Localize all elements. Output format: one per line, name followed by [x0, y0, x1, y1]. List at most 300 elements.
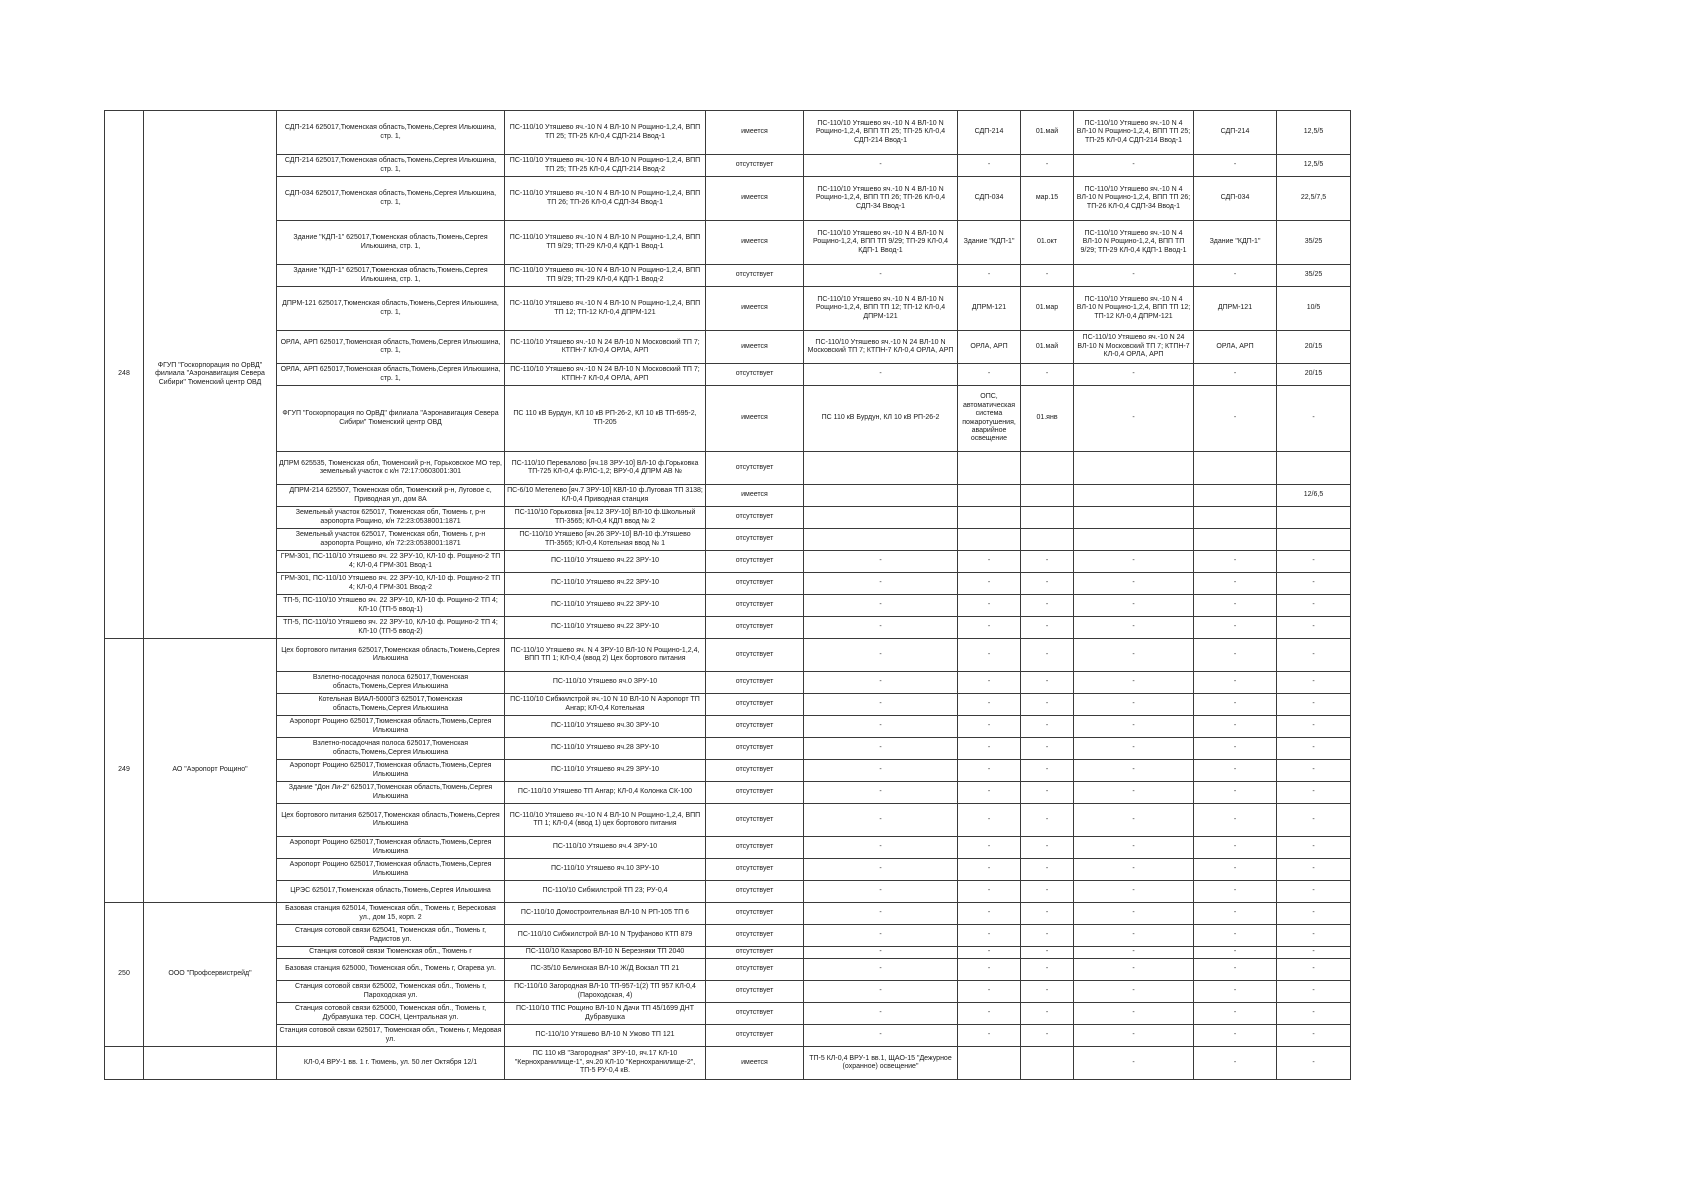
date-cell: -	[1021, 981, 1074, 1003]
reserve-scheme-cell: ПС-110/10 Утяшево яч.-10 N 4 ВЛ-10 N Рощино-1,2,4, ВПП ТП 25; ТП-25 КЛ-0,4 СДП-214 Ввод-1	[804, 111, 958, 155]
reserve-status-cell: отсутствует	[706, 981, 804, 1003]
backup-scheme-cell: -	[1074, 694, 1194, 716]
supply-scheme-cell: ПС-110/10 Утяшево яч.-10 N 4 ВЛ-10 N Рощино-1,2,4, ВПП ТП 25; ТП-25 КЛ-0,4 СДП-214 Ввод-1	[505, 111, 706, 155]
reserve-scheme-cell: -	[804, 760, 958, 782]
date-cell: -	[1021, 804, 1074, 837]
supply-scheme-cell: ПС 110 кВ Бурдун, КЛ 10 кВ РП-26-2, КЛ 10 кВ ТП-695-2, ТП-205	[505, 386, 706, 452]
object-cell: ОРЛА, АРП 625017,Тюменская область,Тюмень,Сергея Ильюшина, стр. 1,	[277, 331, 505, 364]
load-cell: -	[1277, 837, 1351, 859]
object-cell: Котельная ВИАЛ-5000ГЗ 625017,Тюменская область,Тюмень,Сергея Ильюшина	[277, 694, 505, 716]
object-cell: Здание "КДП-1" 625017,Тюменская область,Тюмень,Сергея Ильюшина, стр. 1,	[277, 265, 505, 287]
load-cell: -	[1277, 573, 1351, 595]
load-cell: 10/5	[1277, 287, 1351, 331]
backup-scheme-cell: -	[1074, 617, 1194, 639]
table-row	[105, 738, 1351, 760]
table-row	[105, 529, 1351, 551]
table-row	[105, 804, 1351, 837]
reserve-status-cell: отсутствует	[706, 738, 804, 760]
group-number-cell: 250	[105, 903, 144, 1047]
object-cell: ДПРМ 625535, Тюменская обл, Тюменский р-н, Горьковское МО тер, земельный участок с к/н 72:17:0603001:301	[277, 452, 505, 485]
reserve-object-cell: -	[958, 595, 1021, 617]
supply-scheme-cell: ПС-110/10 Утяшево яч.22 ЗРУ-10	[505, 551, 706, 573]
reserve-object-cell: -	[958, 859, 1021, 881]
reserve-status-cell: отсутствует	[706, 694, 804, 716]
object-cell: ДПРМ-214 625507, Тюменская обл, Тюменский р-н, Луговое с, Приводная ул, дом 8А	[277, 485, 505, 507]
reserve-object-cell: -	[958, 265, 1021, 287]
backup-object-cell: СДП-034	[1194, 177, 1277, 221]
object-cell: Земельный участок 625017, Тюменская обл, Тюмень г, р-н аэропорта Рощино, к/н 72:23:0538001:1871	[277, 507, 505, 529]
supply-scheme-cell: ПС-110/10 Утяшево яч.-10 N 24 ВЛ-10 N Московский ТП 7; КТПН-7 КЛ-0,4 ОРЛА, АРП	[505, 364, 706, 386]
load-cell: -	[1277, 903, 1351, 925]
date-cell: -	[1021, 959, 1074, 981]
reserve-scheme-cell: -	[804, 738, 958, 760]
date-cell: -	[1021, 859, 1074, 881]
table-row	[105, 617, 1351, 639]
reserve-status-cell: отсутствует	[706, 573, 804, 595]
backup-object-cell: -	[1194, 981, 1277, 1003]
backup-scheme-cell: -	[1074, 1025, 1194, 1047]
reserve-scheme-cell: -	[804, 595, 958, 617]
object-cell: Здание "КДП-1" 625017,Тюменская область,Тюмень,Сергея Ильюшина, стр. 1,	[277, 221, 505, 265]
group-number-cell: 249	[105, 639, 144, 903]
object-cell: Взлетно-посадочная полоса 625017,Тюменская область,Тюмень,Сергея Ильюшина	[277, 672, 505, 694]
backup-scheme-cell	[1074, 452, 1194, 485]
reserve-object-cell: -	[958, 364, 1021, 386]
load-cell: -	[1277, 804, 1351, 837]
object-cell: ЦРЭС 625017,Тюменская область,Тюмень,Сергея Ильюшина	[277, 881, 505, 903]
backup-object-cell: -	[1194, 551, 1277, 573]
date-cell	[1021, 1047, 1074, 1080]
backup-scheme-cell: -	[1074, 551, 1194, 573]
date-cell: -	[1021, 1003, 1074, 1025]
object-cell: Базовая станция 625014, Тюменская обл., Тюмень г, Вересковая ул., дом 15, корп. 2	[277, 903, 505, 925]
object-cell: ГРМ-301, ПС-110/10 Утяшево яч. 22 ЗРУ-10, КЛ-10 ф. Рощино-2 ТП 4; КЛ-0,4 ГРМ-301 Ввод-2	[277, 573, 505, 595]
reserve-status-cell: отсутствует	[706, 959, 804, 981]
reserve-scheme-cell: -	[804, 265, 958, 287]
reserve-status-cell: отсутствует	[706, 529, 804, 551]
load-cell: -	[1277, 959, 1351, 981]
backup-object-cell: -	[1194, 386, 1277, 452]
table-row	[105, 959, 1351, 981]
reserve-object-cell: -	[958, 881, 1021, 903]
object-cell: ГРМ-301, ПС-110/10 Утяшево яч. 22 ЗРУ-10, КЛ-10 ф. Рощино-2 ТП 4; КЛ-0,4 ГРМ-301 Ввод-1	[277, 551, 505, 573]
load-cell: -	[1277, 694, 1351, 716]
backup-object-cell: -	[1194, 716, 1277, 738]
load-cell: -	[1277, 1047, 1351, 1080]
table-row	[105, 595, 1351, 617]
backup-object-cell: Здание "КДП-1"	[1194, 221, 1277, 265]
date-cell: -	[1021, 716, 1074, 738]
reserve-object-cell	[958, 452, 1021, 485]
document-table	[104, 110, 1351, 1080]
backup-object-cell	[1194, 507, 1277, 529]
backup-scheme-cell: -	[1074, 716, 1194, 738]
reserve-status-cell: отсутствует	[706, 595, 804, 617]
supply-scheme-cell: ПС-110/10 Утяшево яч.-10 N 4 ВЛ-10 N Рощино-1,2,4, ВПП ТП 9/29; ТП-29 КЛ-0,4 КДП-1 Ввод-2	[505, 265, 706, 287]
load-cell: -	[1277, 782, 1351, 804]
table-row	[105, 925, 1351, 947]
backup-scheme-cell: -	[1074, 672, 1194, 694]
reserve-scheme-cell: -	[804, 903, 958, 925]
table-row	[105, 386, 1351, 452]
backup-scheme-cell: -	[1074, 782, 1194, 804]
reserve-object-cell: -	[958, 947, 1021, 959]
reserve-scheme-cell: -	[804, 716, 958, 738]
backup-object-cell: -	[1194, 903, 1277, 925]
reserve-status-cell: отсутствует	[706, 837, 804, 859]
object-cell: Аэропорт Рощино 625017,Тюменская область,Тюмень,Сергея Ильюшина	[277, 716, 505, 738]
backup-scheme-cell: ПС-110/10 Утяшево яч.-10 N 4 ВЛ-10 N Рощино-1,2,4, ВПП ТП 25; ТП-25 КЛ-0,4 СДП-214 Ввод-1	[1074, 111, 1194, 155]
backup-object-cell	[1194, 452, 1277, 485]
reserve-scheme-cell: -	[804, 573, 958, 595]
object-cell: Цех бортового питания 625017,Тюменская область,Тюмень,Сергея Ильюшина	[277, 804, 505, 837]
date-cell: мар.15	[1021, 177, 1074, 221]
backup-scheme-cell: -	[1074, 760, 1194, 782]
object-cell: ОРЛА, АРП 625017,Тюменская область,Тюмень,Сергея Ильюшина, стр. 1,	[277, 364, 505, 386]
date-cell: -	[1021, 903, 1074, 925]
reserve-scheme-cell: ПС-110/10 Утяшево яч.-10 N 4 ВЛ-10 N Рощино-1,2,4, ВПП ТП 9/29; ТП-29 КЛ-0,4 КДП-1 Ввод-1	[804, 221, 958, 265]
date-cell: -	[1021, 364, 1074, 386]
organization-cell	[144, 1047, 277, 1080]
reserve-status-cell: отсутствует	[706, 639, 804, 672]
supply-scheme-cell: ПС-110/10 Сибжилстрой ТП 23; РУ-0,4	[505, 881, 706, 903]
date-cell: -	[1021, 595, 1074, 617]
reserve-scheme-cell: -	[804, 364, 958, 386]
date-cell	[1021, 529, 1074, 551]
organization-cell: АО "Аэропорт Рощино"	[144, 639, 277, 903]
reserve-object-cell: СДП-034	[958, 177, 1021, 221]
reserve-status-cell: имеется	[706, 331, 804, 364]
supply-scheme-cell: ПС-110/10 Утяшево яч.22 ЗРУ-10	[505, 595, 706, 617]
reserve-scheme-cell: -	[804, 859, 958, 881]
load-cell	[1277, 529, 1351, 551]
table-row	[105, 287, 1351, 331]
supply-scheme-cell: ПС-110/10 Утяшево яч.-10 N 4 ВЛ-10 N Рощино-1,2,4, ВПП ТП 25; ТП-25 КЛ-0,4 СДП-214 Ввод-2	[505, 155, 706, 177]
supply-scheme-cell: ПС-110/10 Утяшево [яч.26 ЗРУ-10] ВЛ-10 ф.Утяшево ТП-3565; КЛ-0,4 Котельная ввод № 1	[505, 529, 706, 551]
backup-object-cell: -	[1194, 1047, 1277, 1080]
supply-scheme-cell: ПС-110/10 Утяшево яч.28 ЗРУ-10	[505, 738, 706, 760]
reserve-object-cell: Здание "КДП-1"	[958, 221, 1021, 265]
reserve-scheme-cell	[804, 485, 958, 507]
reserve-object-cell: -	[958, 716, 1021, 738]
supply-scheme-cell: ПС-110/10 Утяшево яч.29 ЗРУ-10	[505, 760, 706, 782]
reserve-object-cell: ОРЛА, АРП	[958, 331, 1021, 364]
reserve-status-cell: отсутствует	[706, 452, 804, 485]
date-cell: -	[1021, 782, 1074, 804]
object-cell: Базовая станция 625000, Тюменская обл., Тюмень г, Огарева ул.	[277, 959, 505, 981]
load-cell: -	[1277, 859, 1351, 881]
reserve-object-cell: -	[958, 551, 1021, 573]
load-cell: 12/6,5	[1277, 485, 1351, 507]
supply-scheme-cell: ПС-110/10 Сибжилстрой ВЛ-10 N Труфаново КТП 879	[505, 925, 706, 947]
reserve-status-cell: отсутствует	[706, 617, 804, 639]
reserve-status-cell: отсутствует	[706, 925, 804, 947]
table-row	[105, 485, 1351, 507]
load-cell: 35/25	[1277, 221, 1351, 265]
object-cell: Станция сотовой связи 625041, Тюменская обл., Тюмень г, Радистов ул.	[277, 925, 505, 947]
reserve-scheme-cell: -	[804, 672, 958, 694]
table-row	[105, 716, 1351, 738]
reserve-object-cell: -	[958, 155, 1021, 177]
backup-object-cell: -	[1194, 1003, 1277, 1025]
backup-scheme-cell: -	[1074, 981, 1194, 1003]
backup-scheme-cell: ПС-110/10 Утяшево яч.-10 N 4 ВЛ-10 N Рощино-1,2,4, ВПП ТП 9/29; ТП-29 КЛ-0,4 КДП-1 Ввод-1	[1074, 221, 1194, 265]
supply-scheme-cell: ПС-110/10 Сибжилстрой яч.-10 N 10 ВЛ-10 N Аэропорт ТП Ангар; КЛ-0,4 Котельная	[505, 694, 706, 716]
reserve-object-cell	[958, 529, 1021, 551]
supply-scheme-cell: ПС 110 кВ "Загородная" ЗРУ-10, яч.17 КЛ-10 "Кернохранилище-1", яч.20 КЛ-10 "Кернохранилище-2", ТП-5 РУ-0,4 кВ.	[505, 1047, 706, 1080]
reserve-status-cell: отсутствует	[706, 364, 804, 386]
object-cell: ФГУП "Госкорпорация по ОрВД" филиала "Аэронавигация Севера Сибири" Тюменский центр ОВД	[277, 386, 505, 452]
backup-scheme-cell: -	[1074, 959, 1194, 981]
object-cell: Здание "Дон Ли-2" 625017,Тюменская область,Тюмень,Сергея Ильюшина	[277, 782, 505, 804]
load-cell: -	[1277, 925, 1351, 947]
object-cell: Станция сотовой связи 625002, Тюменская обл., Тюмень г, Пароходская ул.	[277, 981, 505, 1003]
backup-object-cell: -	[1194, 1025, 1277, 1047]
reserve-object-cell: -	[958, 738, 1021, 760]
reserve-scheme-cell: ПС 110 кВ Бурдун, КЛ 10 кВ РП-26-2	[804, 386, 958, 452]
backup-scheme-cell: -	[1074, 881, 1194, 903]
date-cell: -	[1021, 1025, 1074, 1047]
reserve-scheme-cell: ПС-110/10 Утяшево яч.-10 N 4 ВЛ-10 N Рощино-1,2,4, ВПП ТП 12; ТП-12 КЛ-0,4 ДПРМ-121	[804, 287, 958, 331]
date-cell: 01.май	[1021, 111, 1074, 155]
reserve-status-cell: отсутствует	[706, 1025, 804, 1047]
object-cell: Аэропорт Рощино 625017,Тюменская область,Тюмень,Сергея Ильюшина	[277, 760, 505, 782]
reserve-status-cell: отсутствует	[706, 947, 804, 959]
reserve-status-cell: отсутствует	[706, 1003, 804, 1025]
reserve-object-cell: -	[958, 981, 1021, 1003]
object-cell: Станция сотовой связи 625017, Тюменская обл., Тюмень г, Медовая ул.	[277, 1025, 505, 1047]
reserve-scheme-cell: ПС-110/10 Утяшево яч.-10 N 24 ВЛ-10 N Московский ТП 7; КТПН-7 КЛ-0,4 ОРЛА, АРП	[804, 331, 958, 364]
backup-scheme-cell	[1074, 529, 1194, 551]
organization-cell: ФГУП "Госкорпорация по ОрВД" филиала "Аэронавигация Севера Сибири" Тюменский центр ОВД	[144, 111, 277, 639]
backup-object-cell: -	[1194, 859, 1277, 881]
supply-scheme-cell: ПС-110/10 Утяшево яч.30 ЗРУ-10	[505, 716, 706, 738]
reserve-scheme-cell: -	[804, 694, 958, 716]
table-row	[105, 573, 1351, 595]
table-row	[105, 265, 1351, 287]
date-cell: -	[1021, 760, 1074, 782]
backup-scheme-cell: -	[1074, 573, 1194, 595]
reserve-status-cell: имеется	[706, 287, 804, 331]
load-cell: -	[1277, 595, 1351, 617]
reserve-status-cell: отсутствует	[706, 507, 804, 529]
date-cell: -	[1021, 881, 1074, 903]
supply-scheme-cell: ПС-6/10 Метелево [яч.7 ЗРУ-10] КВЛ-10 ф.Луговая ТП 3138; КЛ-0,4 Приводная станция	[505, 485, 706, 507]
backup-scheme-cell: -	[1074, 265, 1194, 287]
reserve-object-cell: -	[958, 1003, 1021, 1025]
reserve-scheme-cell: -	[804, 804, 958, 837]
object-cell: СДП-214 625017,Тюменская область,Тюмень,Сергея Ильюшина, стр. 1,	[277, 155, 505, 177]
load-cell: -	[1277, 639, 1351, 672]
backup-object-cell: -	[1194, 573, 1277, 595]
object-cell: Взлетно-посадочная полоса 625017,Тюменская область,Тюмень,Сергея Ильюшина	[277, 738, 505, 760]
backup-scheme-cell: -	[1074, 1003, 1194, 1025]
load-cell: 22,5/7,5	[1277, 177, 1351, 221]
supply-scheme-cell: ПС-110/10 Утяшево яч. N 4 ЗРУ-10 ВЛ-10 N Рощино-1,2,4, ВПП ТП 1; КЛ-0,4 (ввод 2) Цех бортового питания	[505, 639, 706, 672]
reserve-object-cell: -	[958, 694, 1021, 716]
reserve-scheme-cell: -	[804, 947, 958, 959]
date-cell: -	[1021, 573, 1074, 595]
backup-scheme-cell: -	[1074, 903, 1194, 925]
backup-scheme-cell: -	[1074, 386, 1194, 452]
table-row	[105, 1003, 1351, 1025]
table-row	[105, 177, 1351, 221]
backup-object-cell: -	[1194, 925, 1277, 947]
reserve-scheme-cell	[804, 452, 958, 485]
table-row	[105, 364, 1351, 386]
object-cell: Аэропорт Рощино 625017,Тюменская область,Тюмень,Сергея Ильюшина	[277, 859, 505, 881]
backup-object-cell: -	[1194, 959, 1277, 981]
date-cell	[1021, 452, 1074, 485]
table-row	[105, 881, 1351, 903]
backup-object-cell: -	[1194, 738, 1277, 760]
backup-scheme-cell: -	[1074, 595, 1194, 617]
backup-object-cell: -	[1194, 694, 1277, 716]
table-row	[105, 111, 1351, 155]
reserve-status-cell: имеется	[706, 177, 804, 221]
backup-object-cell	[1194, 529, 1277, 551]
reserve-scheme-cell	[804, 507, 958, 529]
backup-object-cell: ОРЛА, АРП	[1194, 331, 1277, 364]
object-cell: ТП-5, ПС-110/10 Утяшево яч. 22 ЗРУ-10, КЛ-10 ф. Рощино-2 ТП 4; КЛ-10 (ТП-5 ввод-2)	[277, 617, 505, 639]
reserve-status-cell: имеется	[706, 485, 804, 507]
supply-scheme-cell: ПС-110/10 Утяшево яч.-10 N 4 ВЛ-10 N Рощино-1,2,4, ВПП ТП 12; ТП-12 КЛ-0,4 ДПРМ-121	[505, 287, 706, 331]
reserve-scheme-cell: -	[804, 782, 958, 804]
table-row	[105, 859, 1351, 881]
date-cell: 01.янв	[1021, 386, 1074, 452]
backup-object-cell	[1194, 485, 1277, 507]
reserve-object-cell: -	[958, 804, 1021, 837]
reserve-object-cell: -	[958, 959, 1021, 981]
reserve-status-cell: отсутствует	[706, 551, 804, 573]
supply-scheme-cell: ПС-110/10 Перевалово [яч.18 ЗРУ-10] ВЛ-10 ф.Горьковка ТП-725 КЛ-0,4 ф.РЛС-1,2; ВРУ-0,4 ДПРМ АВ №	[505, 452, 706, 485]
reserve-object-cell: -	[958, 925, 1021, 947]
reserve-object-cell	[958, 507, 1021, 529]
supply-scheme-cell: ПС-110/10 Утяшево яч.22 ЗРУ-10	[505, 617, 706, 639]
object-cell: ДПРМ-121 625017,Тюменская область,Тюмень,Сергея Ильюшина, стр. 1,	[277, 287, 505, 331]
load-cell: -	[1277, 672, 1351, 694]
backup-scheme-cell: -	[1074, 947, 1194, 959]
backup-scheme-cell	[1074, 507, 1194, 529]
backup-object-cell: -	[1194, 804, 1277, 837]
reserve-object-cell: ОПС, автоматическая система пожаротушения, аварийное освещение	[958, 386, 1021, 452]
table-row	[105, 551, 1351, 573]
load-cell	[1277, 507, 1351, 529]
reserve-status-cell: отсутствует	[706, 903, 804, 925]
reserve-object-cell: -	[958, 639, 1021, 672]
load-cell: -	[1277, 738, 1351, 760]
table-row	[105, 452, 1351, 485]
table-row	[105, 947, 1351, 959]
date-cell: -	[1021, 155, 1074, 177]
object-cell: ТП-5, ПС-110/10 Утяшево яч. 22 ЗРУ-10, КЛ-10 ф. Рощино-2 ТП 4; КЛ-10 (ТП-5 ввод-1)	[277, 595, 505, 617]
backup-object-cell: -	[1194, 639, 1277, 672]
load-cell: 12,5/5	[1277, 111, 1351, 155]
load-cell	[1277, 452, 1351, 485]
backup-object-cell: -	[1194, 760, 1277, 782]
supply-scheme-cell: ПС-110/10 Утяшево ТП Ангар; КЛ-0,4 Колонка СК-100	[505, 782, 706, 804]
load-cell: 20/15	[1277, 331, 1351, 364]
reserve-object-cell: -	[958, 617, 1021, 639]
object-cell: Цех бортового питания 625017,Тюменская область,Тюмень,Сергея Ильюшина	[277, 639, 505, 672]
supply-scheme-cell: ПС-110/10 Утяшево яч.22 ЗРУ-10	[505, 573, 706, 595]
backup-scheme-cell: -	[1074, 804, 1194, 837]
reserve-status-cell: отсутствует	[706, 782, 804, 804]
table-row	[105, 1025, 1351, 1047]
load-cell: -	[1277, 1003, 1351, 1025]
supply-scheme-cell: ПС-110/10 Утяшево яч.4 ЗРУ-10	[505, 837, 706, 859]
table-row	[105, 837, 1351, 859]
load-cell: -	[1277, 1025, 1351, 1047]
backup-scheme-cell: -	[1074, 925, 1194, 947]
supply-scheme-cell: ПС-110/10 Утяшево ВЛ-10 N Ужово ТП 121	[505, 1025, 706, 1047]
object-cell: КЛ-0,4 ВРУ-1 вв. 1 г. Тюмень, ул. 50 лет Октября 12/1	[277, 1047, 505, 1080]
load-cell: -	[1277, 947, 1351, 959]
backup-object-cell: -	[1194, 265, 1277, 287]
reserve-status-cell: отсутствует	[706, 672, 804, 694]
supply-scheme-cell: ПС-35/10 Белинская ВЛ-10 Ж/Д Вокзал ТП 21	[505, 959, 706, 981]
backup-object-cell: -	[1194, 837, 1277, 859]
reserve-object-cell: -	[958, 782, 1021, 804]
date-cell: -	[1021, 551, 1074, 573]
reserve-object-cell: ДПРМ-121	[958, 287, 1021, 331]
reserve-scheme-cell: -	[804, 959, 958, 981]
reserve-object-cell: -	[958, 837, 1021, 859]
table-row	[105, 639, 1351, 672]
date-cell: -	[1021, 837, 1074, 859]
supply-scheme-cell: ПС-110/10 Загородная ВЛ-10 ТП-957-1(2) ТП 957 КЛ-0,4 (Пароходская, 4)	[505, 981, 706, 1003]
reserve-object-cell: -	[958, 672, 1021, 694]
backup-object-cell: СДП-214	[1194, 111, 1277, 155]
supply-scheme-cell: ПС-110/10 Горьковка [яч.12 ЗРУ-10] ВЛ-10 ф.Школьный ТП-3565; КЛ-0,4 КДП ввод № 2	[505, 507, 706, 529]
load-cell: -	[1277, 760, 1351, 782]
table-row	[105, 903, 1351, 925]
table-row	[105, 507, 1351, 529]
load-cell: 12,5/5	[1277, 155, 1351, 177]
load-cell: -	[1277, 386, 1351, 452]
object-cell: СДП-034 625017,Тюменская область,Тюмень,Сергея Ильюшина, стр. 1,	[277, 177, 505, 221]
backup-scheme-cell: -	[1074, 837, 1194, 859]
object-cell: СДП-214 625017,Тюменская область,Тюмень,Сергея Ильюшина, стр. 1,	[277, 111, 505, 155]
object-cell: Земельный участок 625017, Тюменская обл, Тюмень г, р-н аэропорта Рощино, к/н 72:23:0538001:1871	[277, 529, 505, 551]
backup-scheme-cell: -	[1074, 1047, 1194, 1080]
backup-scheme-cell: -	[1074, 364, 1194, 386]
backup-scheme-cell	[1074, 485, 1194, 507]
backup-object-cell: -	[1194, 364, 1277, 386]
date-cell: 01.окт	[1021, 221, 1074, 265]
date-cell: -	[1021, 672, 1074, 694]
reserve-object-cell: -	[958, 573, 1021, 595]
reserve-status-cell: отсутствует	[706, 265, 804, 287]
table-row	[105, 331, 1351, 364]
backup-scheme-cell: -	[1074, 155, 1194, 177]
date-cell: 01.май	[1021, 331, 1074, 364]
object-cell: Станция сотовой связи 625000, Тюменская обл., Тюмень г, Дубравушка тер. СОСН, Центральная ул.	[277, 1003, 505, 1025]
reserve-scheme-cell: -	[804, 1003, 958, 1025]
load-cell: -	[1277, 881, 1351, 903]
reserve-object-cell	[958, 1047, 1021, 1080]
backup-object-cell: -	[1194, 881, 1277, 903]
reserve-scheme-cell: ТП-5 КЛ-0,4 ВРУ-1 вв.1, ЩАО-15 "Дежурное (охранное) освещение"	[804, 1047, 958, 1080]
reserve-status-cell: отсутствует	[706, 155, 804, 177]
reserve-object-cell: -	[958, 903, 1021, 925]
supply-scheme-cell: ПС-110/10 Утяшево яч.10 ЗРУ-10	[505, 859, 706, 881]
date-cell: 01.мар	[1021, 287, 1074, 331]
reserve-scheme-cell: -	[804, 925, 958, 947]
reserve-scheme-cell: -	[804, 1025, 958, 1047]
reserve-scheme-cell: -	[804, 617, 958, 639]
supply-scheme-cell: ПС-110/10 ТПС Рощино ВЛ-10 N Дачи ТП 45/1699 ДНТ Дубравушка	[505, 1003, 706, 1025]
